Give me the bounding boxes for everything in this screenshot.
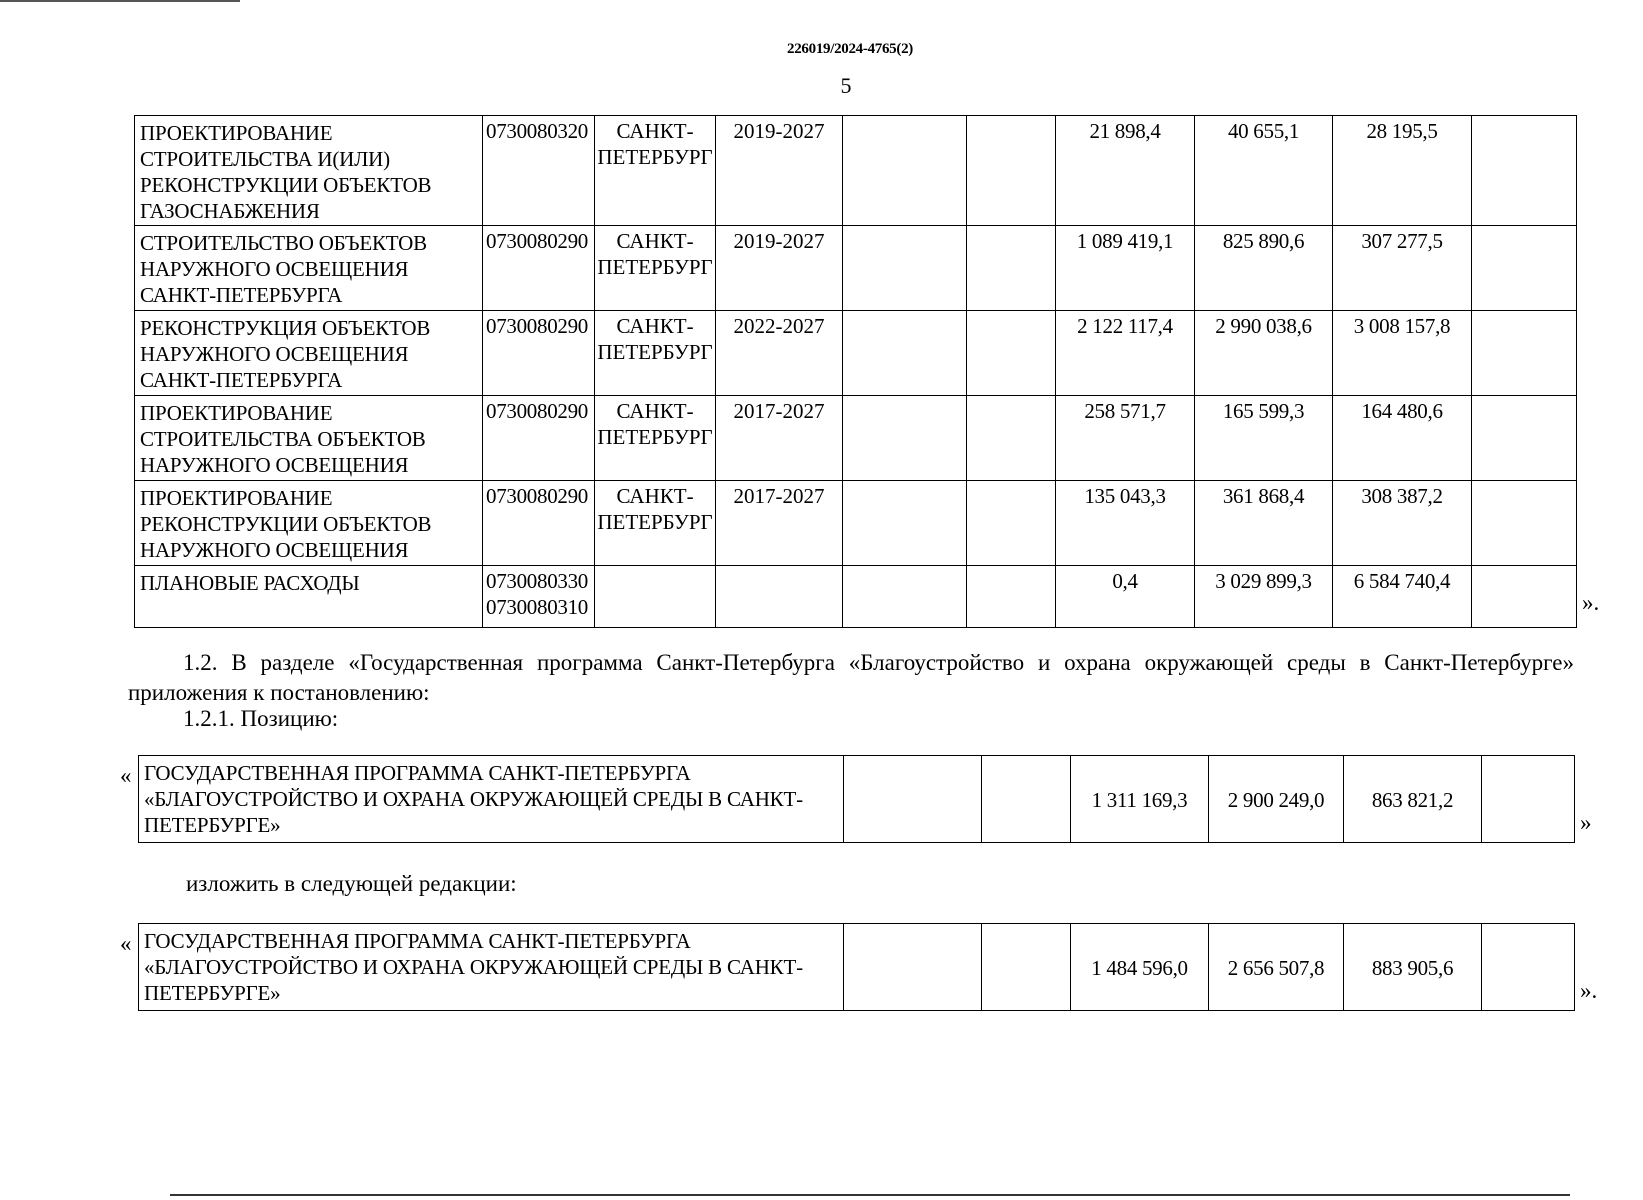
value-cell: 3 008 157,8 [1333, 311, 1472, 396]
budget-code-cell: 0730080290 [483, 311, 595, 396]
empty-cell [982, 924, 1071, 1011]
budget-code-cell: 0730080290 [483, 396, 595, 481]
value-cell: 0,4 [1056, 566, 1195, 628]
table-row [135, 116, 1577, 226]
new-position-table [138, 923, 1575, 1011]
empty-cell [1472, 396, 1577, 481]
table-row [139, 924, 1575, 1011]
page-number: 5 [840, 73, 852, 98]
value-cell: 165 599,3 [1195, 396, 1333, 481]
value-cell: 307 277,5 [1333, 226, 1472, 311]
program-name-cell: ГОСУДАРСТВЕННАЯ ПРОГРАММА САНКТ-ПЕТЕРБУРГА «БЛАГОУСТРОЙСТВО И ОХРАНА ОКРУЖАЮЩЕЙ СРЕДЫ В САНКТ-ПЕТЕРБУРГЕ» [139, 756, 844, 843]
location-cell: САНКТ-ПЕТЕРБУРГ [595, 226, 716, 311]
empty-cell [967, 566, 1056, 628]
value-cell: 883 905,6 [1344, 924, 1482, 1011]
empty-cell [967, 311, 1056, 396]
period-cell: 2022-2027 [716, 311, 843, 396]
empty-cell [843, 566, 967, 628]
row-name-cell: ПЛАНОВЫЕ РАСХОДЫ [135, 566, 483, 628]
table-row [135, 566, 1577, 628]
table-row [139, 756, 1575, 843]
empty-cell [844, 924, 982, 1011]
old-open-quote: « [120, 763, 132, 788]
main-table [134, 115, 1577, 628]
instruction-text: изложить в следующей редакции: [186, 871, 517, 896]
subitem-heading: 1.2.1. Позицию: [183, 706, 339, 731]
budget-code-cell: 0730080290 [483, 226, 595, 311]
empty-cell [1472, 566, 1577, 628]
value-cell: 1 089 419,1 [1056, 226, 1195, 311]
value-cell: 1 484 596,0 [1071, 924, 1209, 1011]
empty-cell [844, 756, 982, 843]
value-cell: 2 122 117,4 [1056, 311, 1195, 396]
value-cell: 308 387,2 [1333, 481, 1472, 566]
value-cell: 2 656 507,8 [1209, 924, 1344, 1011]
row-name-cell: РЕКОНСТРУКЦИЯ ОБЪЕКТОВ НАРУЖНОГО ОСВЕЩЕНИЯ САНКТ-ПЕТЕРБУРГА [135, 311, 483, 396]
empty-cell [982, 756, 1071, 843]
empty-cell [967, 396, 1056, 481]
empty-cell [967, 481, 1056, 566]
location-cell: САНКТ-ПЕТЕРБУРГ [595, 311, 716, 396]
table-row [135, 396, 1577, 481]
empty-cell [1472, 226, 1577, 311]
empty-cell [843, 396, 967, 481]
table-row [135, 311, 1577, 396]
value-cell: 361 868,4 [1195, 481, 1333, 566]
document-number: 226019/2024-4765(2) [787, 41, 913, 57]
empty-cell [1482, 756, 1575, 843]
value-cell: 1 311 169,3 [1071, 756, 1209, 843]
empty-cell [843, 226, 967, 311]
old-close-quote: » [1580, 810, 1592, 835]
old-position-table [138, 755, 1575, 843]
value-cell: 863 821,2 [1344, 756, 1482, 843]
location-cell: САНКТ-ПЕТЕРБУРГ [595, 396, 716, 481]
budget-code-cell: 0730080320 [483, 116, 595, 226]
value-cell: 164 480,6 [1333, 396, 1472, 481]
row-name-cell: ПРОЕКТИРОВАНИЕ СТРОИТЕЛЬСТВА И(ИЛИ) РЕКОНСТРУКЦИИ ОБЪЕКТОВ ГАЗОСНАБЖЕНИЯ [135, 116, 483, 226]
value-cell: 258 571,7 [1056, 396, 1195, 481]
period-cell: 2017-2027 [716, 481, 843, 566]
closing-quote-mark: ». [1582, 590, 1600, 615]
section-paragraph: 1.2. В разделе «Государственная программа Санкт-Петербурга «Благоустройство и охрана окружающей среды в Санкт-Петербурге» приложения к постановлению: [128, 650, 1574, 705]
period-cell: 2019-2027 [716, 116, 843, 226]
value-cell: 2 900 249,0 [1209, 756, 1344, 843]
value-cell: 6 584 740,4 [1333, 566, 1472, 628]
empty-cell [843, 311, 967, 396]
empty-cell [967, 116, 1056, 226]
scan-bottom-line [170, 1194, 1570, 1196]
new-open-quote: « [120, 931, 132, 956]
table-row [135, 481, 1577, 566]
budget-code-cell: 0730080290 [483, 481, 595, 566]
value-cell: 135 043,3 [1056, 481, 1195, 566]
period-cell: 2019-2027 [716, 226, 843, 311]
table-row [135, 226, 1577, 311]
program-name-cell: ГОСУДАРСТВЕННАЯ ПРОГРАММА САНКТ-ПЕТЕРБУРГА «БЛАГОУСТРОЙСТВО И ОХРАНА ОКРУЖАЮЩЕЙ СРЕДЫ В САНКТ-ПЕТЕРБУРГЕ» [139, 924, 844, 1011]
budget-code-cell: 0730080330 0730080310 [483, 566, 595, 628]
location-cell [595, 566, 716, 628]
period-cell: 2017-2027 [716, 396, 843, 481]
scan-edge-line [0, 0, 240, 2]
value-cell: 2 990 038,6 [1195, 311, 1333, 396]
row-name-cell: ПРОЕКТИРОВАНИЕ РЕКОНСТРУКЦИИ ОБЪЕКТОВ НАРУЖНОГО ОСВЕЩЕНИЯ [135, 481, 483, 566]
row-name-cell: СТРОИТЕЛЬСТВО ОБЪЕКТОВ НАРУЖНОГО ОСВЕЩЕНИЯ САНКТ-ПЕТЕРБУРГА [135, 226, 483, 311]
value-cell: 21 898,4 [1056, 116, 1195, 226]
empty-cell [1472, 311, 1577, 396]
empty-cell [1482, 924, 1575, 1011]
location-cell: САНКТ-ПЕТЕРБУРГ [595, 481, 716, 566]
empty-cell [843, 481, 967, 566]
value-cell: 40 655,1 [1195, 116, 1333, 226]
empty-cell [1472, 481, 1577, 566]
location-cell: САНКТ-ПЕТЕРБУРГ [595, 116, 716, 226]
period-cell [716, 566, 843, 628]
empty-cell [967, 226, 1056, 311]
row-name-cell: ПРОЕКТИРОВАНИЕ СТРОИТЕЛЬСТВА ОБЪЕКТОВ НАРУЖНОГО ОСВЕЩЕНИЯ [135, 396, 483, 481]
value-cell: 28 195,5 [1333, 116, 1472, 226]
value-cell: 825 890,6 [1195, 226, 1333, 311]
empty-cell [843, 116, 967, 226]
value-cell: 3 029 899,3 [1195, 566, 1333, 628]
new-close-quote: ». [1580, 978, 1598, 1003]
empty-cell [1472, 116, 1577, 226]
